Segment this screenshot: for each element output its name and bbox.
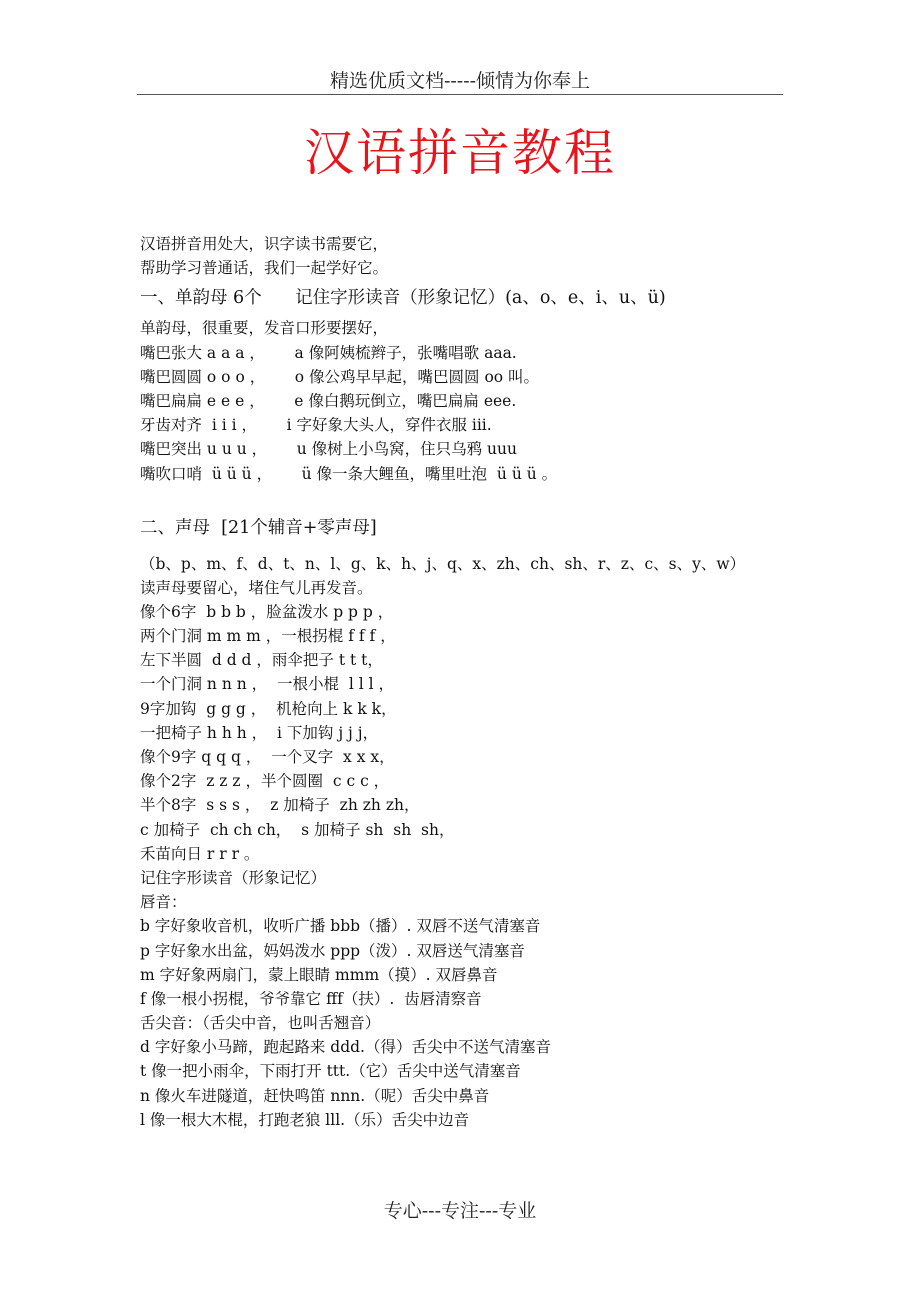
initial-line: 读声母要留心，堵住气儿再发音。 xyxy=(140,578,373,597)
vowel-line: 嘴巴扁扁 e e e ， e 像白鹅玩倒立，嘴巴扁扁 eee. xyxy=(140,391,517,410)
initial-line: 唇音： xyxy=(140,893,187,912)
vowel-line: 嘴巴圆圆 o o o ， o 像公鸡早早起，嘴巴圆圆 oo 叫。 xyxy=(140,367,540,386)
initial-line: 像个6字 b b b ，脸盆泼水 p p p ， xyxy=(140,602,394,621)
initial-line: 像个9字 q q q ， 一个叉字 x x x， xyxy=(140,748,395,766)
intro-line: 汉语拼音用处大，识字读书需要它， xyxy=(140,235,389,253)
initial-line: f 像一根小拐棍，爷爷靠它 fff（扶）. 齿唇清察音 xyxy=(140,989,482,1008)
vowel-line: 单韵母，很重要，发音口形要摆好， xyxy=(140,319,389,338)
initial-line: 记住字形读音（形象记忆） xyxy=(140,868,327,887)
initial-line: n 像火车进隧道，赶快鸣笛 nnn.（呢）舌尖中鼻音 xyxy=(140,1086,490,1105)
document-body xyxy=(140,232,790,1132)
initial-line: 舌尖音：（舌尖中音，也叫舌翘音） xyxy=(140,1014,381,1033)
vowel-line: 嘴吹口哨 ü ü ü ， ü 像一条大鲤鱼，嘴里吐泡 ü ü ü 。 xyxy=(140,464,558,483)
vowel-line: 嘴巴突出 u u u ， u 像树上小鸟窝，住只乌鸦 uuu xyxy=(140,440,518,459)
initial-line: 一个门洞 n n n ， 一根小棍 l l l ， xyxy=(140,675,395,694)
page-footer: 专心---专注---专业 xyxy=(383,1200,537,1222)
page-header: 精选优质文档-----倾情为你奉上 xyxy=(329,70,591,92)
initial-line: 左下半圆 d d d ，雨伞把子 t t t， xyxy=(140,651,383,670)
vowel-line: 牙齿对齐 i i i ， i 字好象大头人，穿件衣服 iii. xyxy=(140,416,492,435)
initial-line: 9字加钩 g g g ， 机枪向上 k k k， xyxy=(140,699,397,718)
initial-line: c 加椅子 ch ch ch， s 加椅子 sh sh sh， xyxy=(140,820,455,839)
initial-line: b 字好象收音机，收听广播 bbb（播）. 双唇不送气清塞音 xyxy=(140,917,541,936)
section-spacer xyxy=(140,486,790,510)
initial-line: m 字好象两扇门，蒙上眼睛 mmm（摸）. 双唇鼻音 xyxy=(140,965,498,984)
initial-line: 两个门洞 m m m ，一根拐棍 f f f ， xyxy=(140,627,396,646)
vowel-line: 嘴巴张大 a a a ， a 像阿姨梳辫子，张嘴唱歌 aaa. xyxy=(140,343,517,362)
section-heading-initials: 二、声母 [21个辅音+零声母] xyxy=(140,517,377,538)
initial-line: 像个2字 z z z ，半个圆圈 c c c ， xyxy=(140,772,390,791)
consonant-list: （b、p、m、f、d、t、n、l、g、k、h、j、q、x、zh、ch、sh、r、z、c、s、y、w） xyxy=(140,554,746,573)
initial-line: 一把椅子 h h h ， i 下加钩 j j j， xyxy=(140,723,379,742)
initial-line: p 字好象水出盆，妈妈泼水 ppp（泼）. 双唇送气清塞音 xyxy=(140,941,525,960)
initial-line: 禾苗向日 r r r 。 xyxy=(140,844,260,863)
initial-line: d 字好象小马蹄，跑起路来 ddd.（得）舌尖中不送气清塞音 xyxy=(140,1038,551,1057)
initial-line: 半个8字 s s s ， z 加椅子 zh zh zh， xyxy=(140,796,420,815)
initial-line: l 像一根大木棍，打跑老狼 lll.（乐）舌尖中边音 xyxy=(140,1110,470,1129)
initial-line: t 像一把小雨伞，下雨打开 ttt.（它）舌尖中送气清塞音 xyxy=(140,1062,521,1081)
intro-line: 帮助学习普通话，我们一起学好它。 xyxy=(140,259,389,278)
document-title: 汉语拼音教程 xyxy=(304,124,616,182)
header-divider xyxy=(137,94,783,95)
section-heading-vowels: 一、单韵母 6个 记住字形读音（形象记忆）(a、o、e、i、u、ü) xyxy=(140,288,666,309)
